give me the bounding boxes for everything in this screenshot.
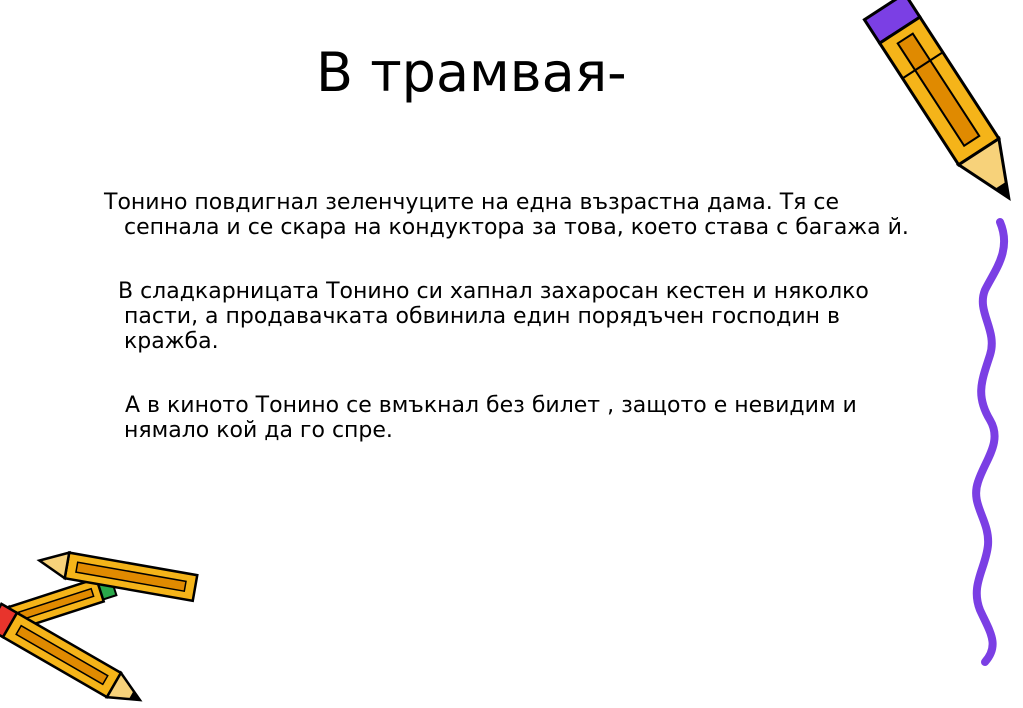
paragraph-tram: Тонино повдигнал зеленчуците на една възрастна дама. Тя се сепнала и се скара на кондуктора за това, което става с багажа й.	[104, 190, 909, 240]
paragraph-cinema: А в киното Тонино се вмъкнал без билет , защото е невидим и нямало кой да го спре.	[104, 393, 864, 443]
slide-title: В трамвая-	[316, 41, 627, 104]
paragraph-pastry-shop: В сладкарницата Тонино си хапнал захаросан кестен и няколко пасти, а продавачката обвинила един порядъчен господин в кражба.	[104, 279, 876, 354]
slide-body	[104, 190, 934, 482]
